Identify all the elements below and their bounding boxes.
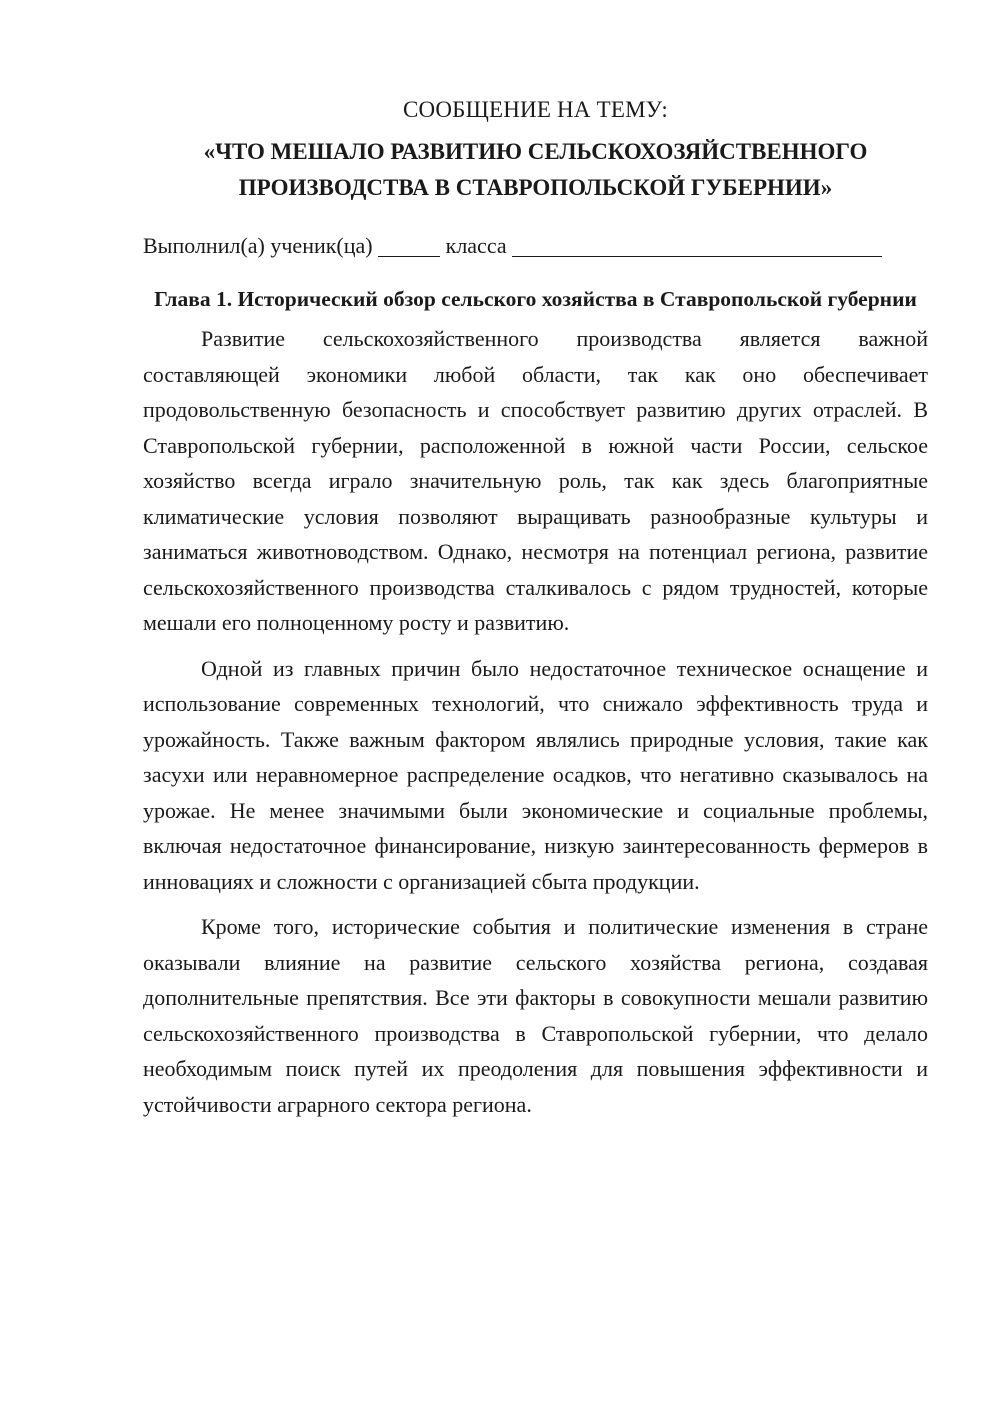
title-line-1: «ЧТО МЕШАЛО РАЗВИТИЮ СЕЛЬСКОХОЗЯЙСТВЕННОГО [203,139,868,164]
paragraph-2: Одной из главных причин было недостаточное техническое оснащение и использование современных технологий, что снижало эффективность труда и урожайность. Также важным фактором являлись природные условия, такие как засухи или неравномерное распределение осадков, что негативно сказывалось на урожае. Не менее значимыми были экономические и социальные проблемы, включая недостаточное финансирование, низкую заинтересованность фермеров в инновациях и сложности с организацией сбыта продукции. [143,655,928,894]
class-word: класса [445,233,507,258]
title-line-2: ПРОИЗВОДСТВА В СТАВРОПОЛЬСКОЙ ГУБЕРНИИ» [238,175,833,200]
author-line [143,228,928,264]
student-name-blank [512,232,882,257]
heading-label: СООБЩЕНИЕ НА ТЕМУ: [403,97,668,122]
author-prefix: Выполнил(а) ученик(ца) [143,233,373,258]
paragraph-3: Кроме того, исторические события и политические изменения в стране оказывали влияние на развитие сельского хозяйства региона, создавая дополнительные препятствия. Все эти факторы в совокупности мешали развитию сельскохозяйственного производства в Ставропольской губернии, что делало необходимым поиск путей их преодоления для повышения эффективности и устойчивости аграрного сектора региона. [143,914,928,1117]
document-title [143,134,928,206]
class-number-blank [378,232,440,257]
paragraph-1: Развитие сельскохозяйственного производства является важной составляющей экономики любой области, так как оно обеспечивает продовольственную безопасность и способствует развитию других отраслей. В Ставропольской губернии, расположенной в южной части России, сельское хозяйство всегда играло значительную роль, так как здесь благоприятные климатические условия позволяют выращивать разнообразные культуры и заниматься животноводством. Однако, несмотря на потенциал региона, развитие сельскохозяйственного производства сталкивалось с рядом трудностей, которые мешали его полноценному росту и развитию. [143,326,928,635]
chapter-title: Глава 1. Исторический обзор сельского хозяйства в Ставропольской губернии [154,287,917,311]
document-page [143,92,928,1132]
